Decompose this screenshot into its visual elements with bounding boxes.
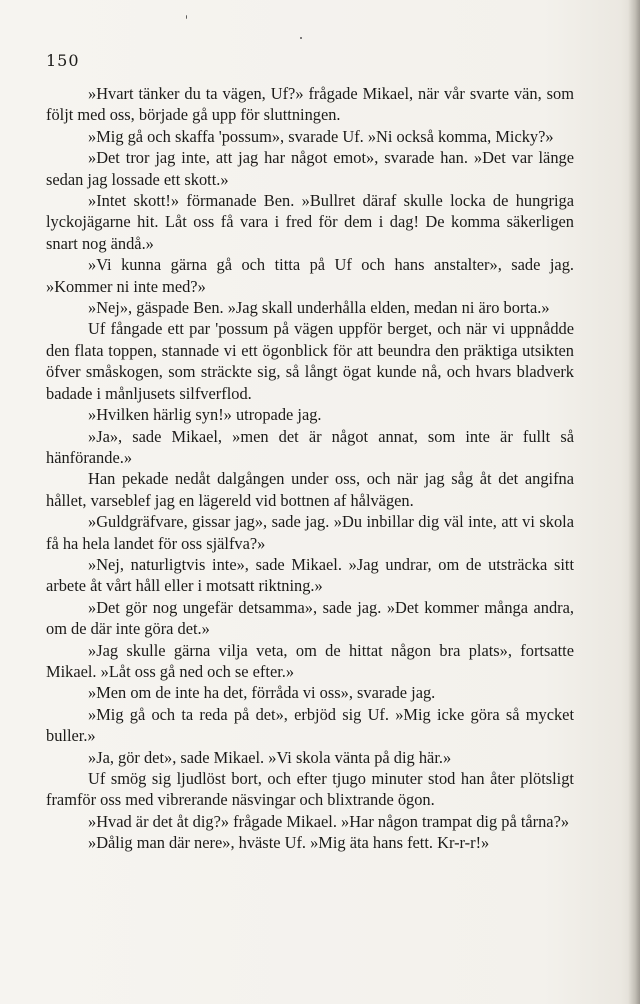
paragraph: »Intet skott!» förmanade Ben. »Bullret däraf skulle locka de hungriga lyckojägarne hit. Låt oss få vara i fred för dem i dag! De komma säkerligen snart nog ändå.» [46, 191, 574, 253]
paragraph: »Ja, gör det», sade Mikael. »Vi skola vänta på dig här.» [88, 747, 452, 767]
paragraph: »Hvart tänker du ta vägen, Uf?» frågade Mikael, när vår svarte vän, som följt med oss, började gå upp för sluttningen. [46, 84, 574, 125]
page-edge-shadow [628, 0, 640, 1004]
paragraph: Uf fångade ett par 'possum på vägen uppför berget, och när vi uppnådde den flata toppen, stannade vi ett ögonblick för att beundra den präktiga utsikten öfver småskogen, som sträckte sig, så långt ögat kunde nå, och hvars bladverk badade i månljusets silfverflod. [46, 319, 574, 403]
paragraph: »Dålig man där nere», hväste Uf. »Mig äta hans fett. Kr-r-r!» [88, 833, 490, 853]
paragraph: »Guldgräfvare, gissar jag», sade jag. »Du inbillar dig väl inte, att vi skola få ha hela landet för oss själfva?» [46, 512, 574, 553]
paragraph: »Men om de inte ha det, förråda vi oss», svarade jag. [88, 683, 436, 703]
paragraph: Uf smög sig ljudlöst bort, och efter tjugo minuter stod han åter plötsligt framför oss med vibrerande näsvingar och blixtrande ögon. [46, 769, 574, 810]
print-speck [186, 15, 187, 19]
paragraph: »Vi kunna gärna gå och titta på Uf och hans anstalter», sade jag. »Kommer ni inte med?» [46, 255, 574, 296]
paragraph: Han pekade nedåt dalgången under oss, och när jag såg åt det angifna hållet, varseblef jag en lägereld vid bottnen af hålvägen. [46, 469, 574, 510]
page-number: 150 [46, 51, 80, 70]
paragraph: »Nej, naturligtvis inte», sade Mikael. »Jag undrar, om de utsträcka sitt arbete åt vårt håll eller i motsatt riktning.» [46, 554, 574, 596]
paragraph: »Nej», gäspade Ben. »Jag skall underhålla elden, medan ni äro borta.» [88, 298, 550, 318]
print-speck [300, 37, 302, 39]
paragraph: »Mig gå och skaffa 'possum», svarade Uf. »Ni också komma, Micky?» [88, 126, 554, 146]
paragraph: »Det gör nog ungefär detsamma», sade jag. »Det kommer många andra, om de där inte göra det.» [46, 597, 574, 639]
paragraph: »Jag skulle gärna vilja veta, om de hittat någon bra plats», fortsatte Mikael. »Låt oss gå ned och se efter.» [46, 640, 574, 681]
paragraph: »Ja», sade Mikael, »men det är något annat, som inte är fullt så hänförande.» [46, 426, 574, 467]
paragraph: »Hvilken härlig syn!» utropade jag. [88, 405, 322, 425]
paragraph: »Det tror jag inte, att jag har något emot», svarade han. »Det var länge sedan jag lossade ett skott.» [46, 148, 574, 189]
paragraph: »Mig gå och ta reda på det», erbjöd sig Uf. »Mig icke göra så mycket buller.» [46, 704, 574, 746]
body-text [46, 83, 574, 854]
paragraph: »Hvad är det åt dig?» frågade Mikael. »Har någon trampat dig på tårna?» [88, 811, 570, 831]
